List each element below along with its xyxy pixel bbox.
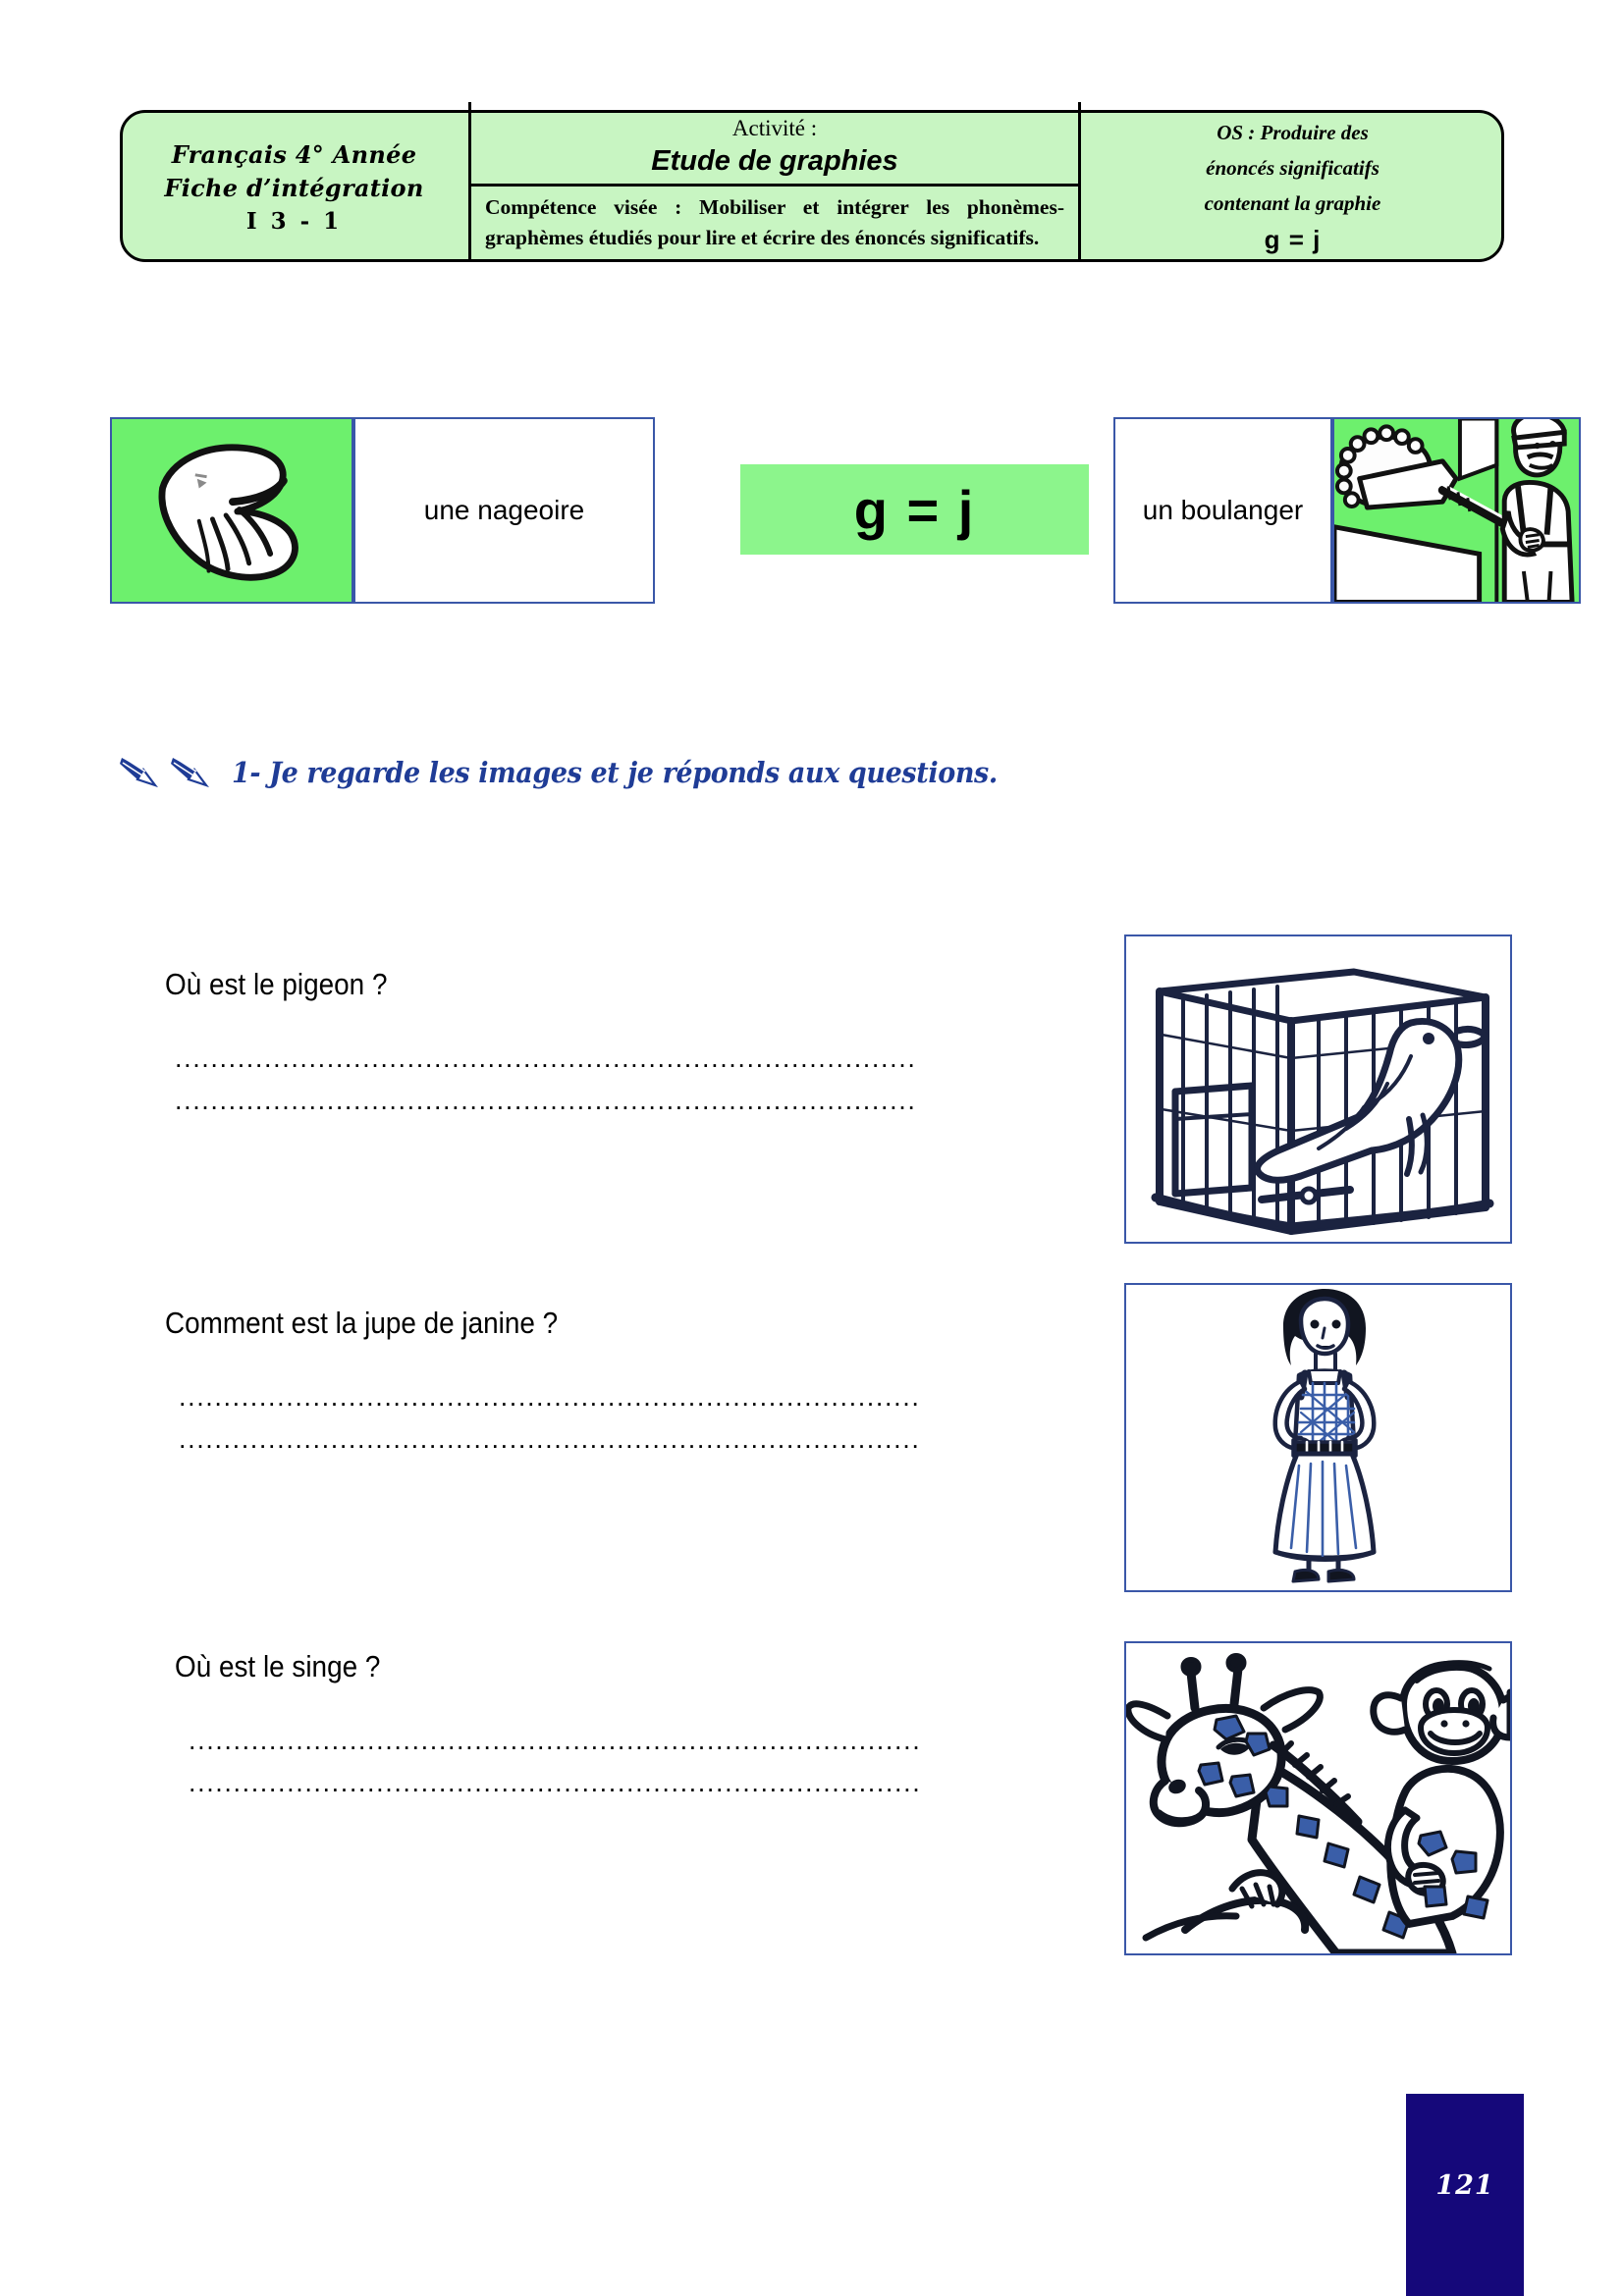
- answer-line-2a[interactable]: ...................................................................................: [179, 1382, 921, 1412]
- sheet-code: I 3 - 1: [245, 207, 343, 235]
- giraffe-and-monkey-illustration: [1124, 1641, 1512, 1955]
- pencil-icon-2: [169, 754, 210, 791]
- question-block-3: [175, 1649, 921, 1798]
- activity-label: Activité :: [731, 116, 818, 141]
- objective-grapheme: g = j: [1264, 225, 1322, 255]
- baker-illustration: [1332, 417, 1581, 604]
- header-activity-cell: [471, 110, 1078, 262]
- word-bank-row: [110, 417, 1504, 614]
- subject-line-1: Français 4° Année: [171, 139, 417, 169]
- activity-title-area: [471, 110, 1078, 187]
- header-subject-cell: [120, 110, 468, 262]
- answer-line-2b[interactable]: ...................................................................................: [179, 1424, 921, 1454]
- question-block-2: [165, 1306, 920, 1455]
- word-cell-boulanger: [1113, 417, 1332, 604]
- word-cell-nageoire: [353, 417, 655, 604]
- instruction-line: [118, 754, 1055, 791]
- instruction-text: 1- Je regarde les images et je réponds aux questions.: [232, 756, 998, 789]
- girl-with-skirt-illustration: [1124, 1283, 1512, 1592]
- word-label-boulanger: un boulanger: [1142, 495, 1304, 525]
- pigeon-cage-icon: [1126, 936, 1510, 1242]
- activity-title: Etude de graphies: [651, 144, 898, 177]
- answer-line-1b[interactable]: ...................................................................................: [175, 1086, 917, 1115]
- fish-fin-illustration: [110, 417, 353, 604]
- answer-line-3a[interactable]: ..................................................................................: [189, 1726, 922, 1755]
- girl-skirt-icon: [1126, 1285, 1510, 1590]
- giraffe-monkey-icon: [1126, 1643, 1510, 1953]
- pigeon-in-cage-illustration: [1124, 934, 1512, 1244]
- objective-line-2: énoncés significatifs: [1206, 155, 1380, 180]
- competence-text: Compétence visée : Mobiliser et intégrer les phonèmes-graphèmes étudiés pour lire et écrire des énoncés significatifs.: [485, 195, 1064, 249]
- pencil-icon: [118, 754, 159, 791]
- worksheet-header: [120, 110, 1504, 262]
- word-label-nageoire: une nageoire: [423, 495, 585, 525]
- grapheme-label: g = j: [853, 478, 976, 541]
- header-objective-cell: [1081, 110, 1504, 262]
- competence-area: [471, 187, 1078, 259]
- question-text-1: Où est le pigeon ?: [165, 967, 388, 1001]
- answer-line-3b[interactable]: ..................................................................................: [189, 1768, 922, 1797]
- fin-icon: [112, 419, 352, 602]
- question-text-2: Comment est la jupe de janine ?: [165, 1306, 559, 1340]
- objective-line-3: contenant la graphie: [1204, 191, 1381, 216]
- page-number: 121: [1435, 2170, 1494, 2201]
- question-text-3: Où est le singe ?: [175, 1649, 381, 1683]
- objective-line-1: OS : Produire des: [1217, 120, 1369, 144]
- subject-line-2: Fiche d’intégration: [164, 174, 424, 203]
- baker-icon: [1334, 419, 1579, 602]
- grapheme-band: [740, 464, 1089, 555]
- question-block-1: [165, 967, 916, 1116]
- answer-line-1a[interactable]: ...................................................................................: [175, 1043, 917, 1073]
- page-number-badge: [1406, 2094, 1524, 2296]
